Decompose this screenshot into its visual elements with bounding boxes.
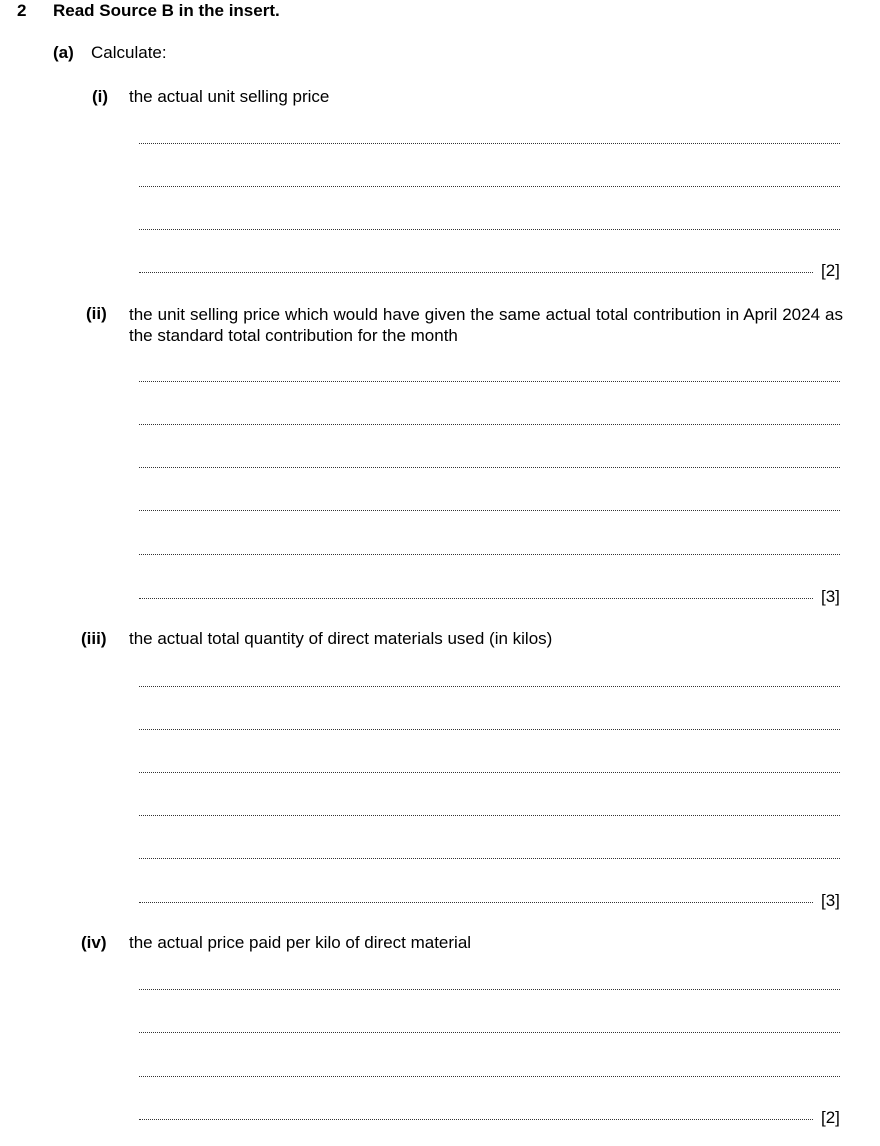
answer-line[interactable] xyxy=(139,815,840,816)
answer-line[interactable] xyxy=(139,186,840,187)
answer-line[interactable] xyxy=(139,729,840,730)
answer-line[interactable] xyxy=(139,272,813,273)
sub-ii-text: the unit selling price which would have given the same actual total contribution in April 2024 as the standard total contribution for the month xyxy=(129,305,843,345)
sub-iv-label: (iv) xyxy=(81,933,107,952)
answer-line[interactable] xyxy=(139,424,840,425)
question-number: 2 xyxy=(17,1,27,20)
answer-line[interactable] xyxy=(139,902,813,903)
answer-line[interactable] xyxy=(139,598,813,599)
marks-iii: [3] xyxy=(821,891,840,910)
sub-iii-label: (iii) xyxy=(81,629,107,648)
answer-line[interactable] xyxy=(139,858,840,859)
answer-line[interactable] xyxy=(139,989,840,990)
answer-line[interactable] xyxy=(139,686,840,687)
marks-iv: [2] xyxy=(821,1108,840,1127)
answer-line[interactable] xyxy=(139,229,840,230)
sub-i-text: the actual unit selling price xyxy=(129,87,330,106)
answer-line[interactable] xyxy=(139,510,840,511)
answer-line[interactable] xyxy=(139,467,840,468)
sub-ii-label: (ii) xyxy=(86,304,107,323)
sub-i-label: (i) xyxy=(92,87,109,106)
answer-line[interactable] xyxy=(139,772,840,773)
answer-line[interactable] xyxy=(139,1119,813,1120)
sub-iii-text: the actual total quantity of direct materials used (in kilos) xyxy=(129,629,553,648)
sub-iv-text: the actual price paid per kilo of direct material xyxy=(129,933,472,952)
answer-line[interactable] xyxy=(139,1076,840,1077)
marks-i: [2] xyxy=(821,261,840,280)
part-a-text: Calculate: xyxy=(91,43,167,62)
answer-line[interactable] xyxy=(139,1032,840,1033)
part-a-label: (a) xyxy=(53,43,74,62)
marks-ii: [3] xyxy=(821,587,840,606)
question-heading: Read Source B in the insert. xyxy=(53,1,280,20)
answer-line[interactable] xyxy=(139,381,840,382)
answer-line[interactable] xyxy=(139,143,840,144)
answer-line[interactable] xyxy=(139,554,840,555)
